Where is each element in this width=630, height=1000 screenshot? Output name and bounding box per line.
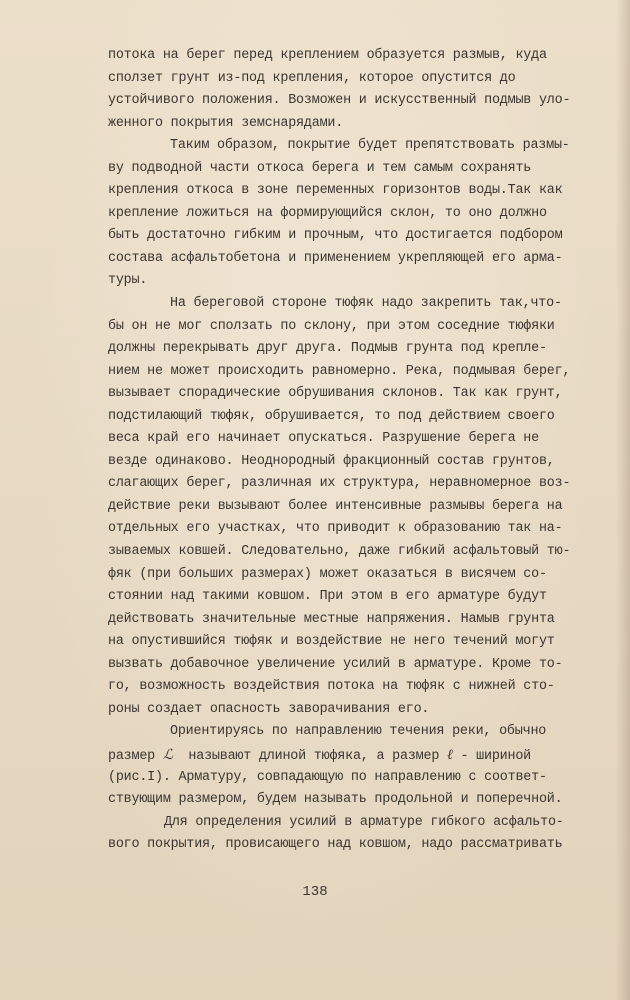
- text-line: туры.: [108, 273, 148, 289]
- text-line: подстилающий тюфяк, обрушивается, то под действием своего: [108, 408, 555, 424]
- text-line: зываемых ковшей. Следовательно, даже гибкий асфальтовый тю-: [108, 544, 571, 560]
- text-line: стоянии над такими ковшом. При этом в его арматуре будут: [108, 589, 547, 605]
- text-line: быть достаточно гибким и прочным, что достигается подбором: [108, 228, 563, 244]
- text-line: роны создает опасность заворачивания его.: [108, 701, 430, 717]
- text-line: ву подводной части откоса берега и тем самым сохранять: [108, 160, 532, 176]
- text-line: (рис.I). Арматуру, совпадающую по направлению с соответ-: [108, 769, 547, 785]
- text-line: действовать значительные местные напряжения. Намыв грунта: [108, 611, 555, 627]
- text-line: действие реки вызывают более интенсивные размывы берега на: [108, 498, 563, 514]
- text-line-with-symbols: [108, 744, 603, 767]
- text-line: везде одинаково. Неоднородный фракционный состав грунтов,: [108, 453, 555, 469]
- text-line: бы он не мог сползать по склону, при этом соседние тюфяки: [108, 318, 555, 334]
- text-line: Для определения усилий в арматуре гибкого асфальто-: [164, 814, 564, 830]
- text-line: На береговой стороне тюфяк надо закрепить так,что-: [170, 296, 562, 312]
- text-line: слагающих берег, различная их структура, неравномерное воз-: [108, 476, 571, 492]
- text-line: состава асфальтобетона и применением укрепляющей его арма-: [108, 250, 563, 266]
- page-number: 138: [302, 884, 328, 900]
- text-line: го, возможность воздействия потока на тюфяк с нижней сто-: [108, 679, 555, 695]
- length-symbol: ℒ: [162, 746, 173, 763]
- line-fragment: размер: [108, 748, 163, 764]
- text-line: устойчивого положения. Возможен и искусственный подмыв уло-: [108, 93, 571, 109]
- text-line: нием не может происходить равномерно. Река, подмывая берег,: [108, 363, 571, 379]
- text-line: веса край его начинает опускаться. Разрушение берега не: [108, 431, 539, 447]
- text-line: фяк (при больших размерах) может оказаться в висячем со-: [108, 566, 547, 582]
- text-line: на опустившийся тюфяк и воздействие не него течений могут: [108, 634, 555, 650]
- text-line: вого покрытия, провисающего над ковшом, надо рассматривать: [108, 837, 563, 853]
- body-text: [108, 45, 603, 857]
- text-line: потока на берег перед креплением образуется размыв, куда: [108, 48, 547, 63]
- text-line: ствующим размером, будем называть продольной и поперечной.: [108, 792, 563, 808]
- text-line: отдельных его участках, что приводит к образованию так на-: [108, 521, 563, 537]
- text-line: крепления откоса в зоне переменных горизонтов воды.Так как: [108, 183, 563, 199]
- line-fragment: называют длиной тюфяка, а размер: [172, 748, 447, 764]
- width-symbol: ℓ: [447, 746, 453, 763]
- text-line: вызывает спорадические обрушивания склонов. Так как грунт,: [108, 386, 563, 402]
- text-line: сползет грунт из-под крепления, которое опустится до: [108, 70, 516, 86]
- text-line: крепление ложиться на формирующийся склон, то оно должно: [108, 205, 547, 221]
- text-line: женного покрытия земснарядами.: [108, 115, 344, 131]
- text-line: должны перекрывать друг друга. Подмыв грунта под крепле-: [108, 341, 547, 357]
- line-fragment: - шириной: [452, 748, 531, 764]
- text-line: вызвать добавочное увеличение усилий в арматуре. Кроме то-: [108, 656, 563, 672]
- text-line: Таким образом, покрытие будет препятствовать размы-: [170, 138, 570, 154]
- text-line: Ориентируясь по направлению течения реки, обычно: [170, 724, 547, 740]
